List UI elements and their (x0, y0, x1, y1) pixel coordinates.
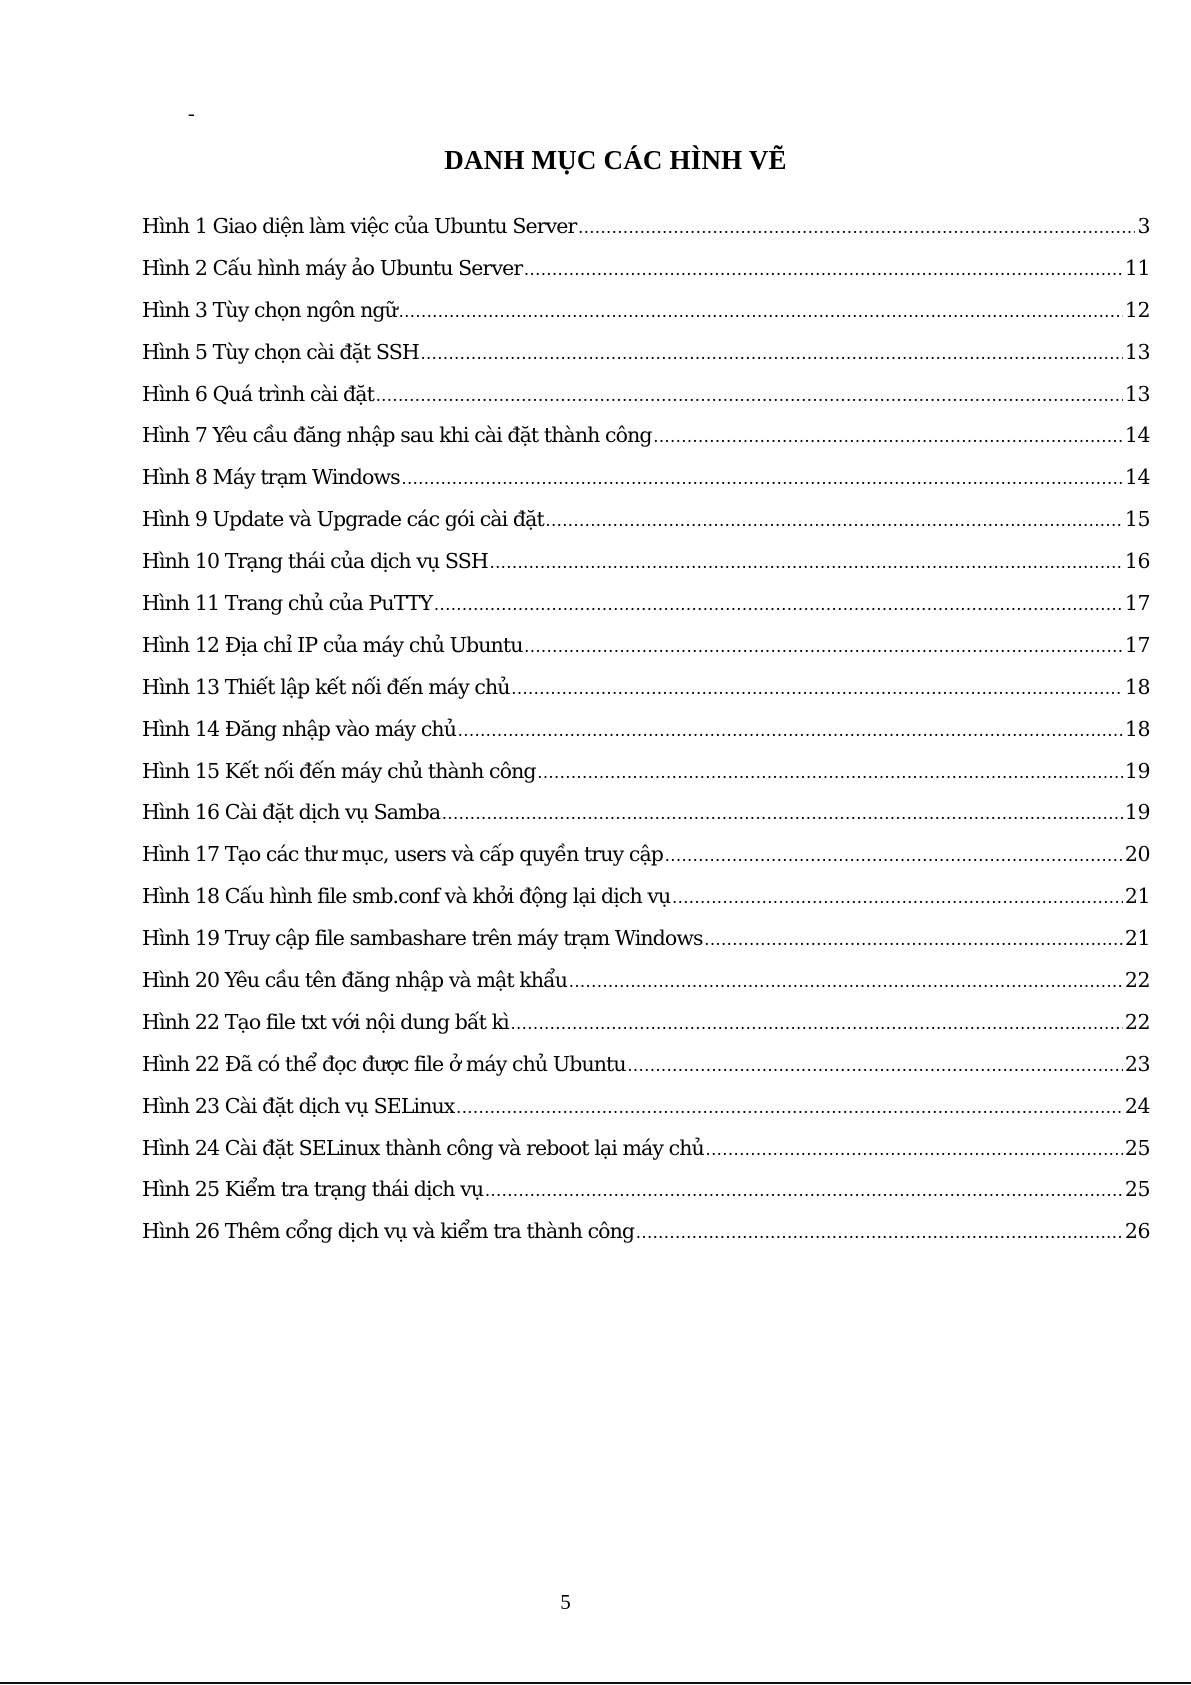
figure-entry-title: Hình 5 Tùy chọn cài đặt SSH (142, 339, 419, 364)
figure-entry-page: 21 (1124, 884, 1150, 909)
dot-leader (458, 715, 1123, 745)
figure-list-entry[interactable] (142, 1216, 1150, 1258)
figure-list-entry[interactable] (142, 630, 1150, 672)
figure-entry-page: 24 (1124, 1093, 1150, 1118)
figure-entry-title: Hình 10 Trạng thái của dịch vụ SSH (142, 549, 488, 574)
figure-entry-title: Hình 2 Cấu hình máy ảo Ubuntu Server (142, 255, 523, 280)
page-number: 5 (560, 1590, 571, 1614)
figure-entry-page: 14 (1124, 423, 1150, 448)
figure-entry-page: 23 (1124, 1051, 1150, 1076)
figure-list-entry[interactable] (142, 672, 1150, 714)
figure-list-entry[interactable] (142, 714, 1150, 756)
bottom-border-line (0, 1682, 1191, 1684)
figure-entry-page: 13 (1124, 339, 1150, 364)
figure-list-entry[interactable] (142, 462, 1150, 504)
dot-leader (546, 505, 1123, 535)
figure-entry-title: Hình 6 Quá trình cài đặt (142, 381, 374, 406)
figure-list-entry[interactable] (142, 211, 1150, 253)
dot-leader (525, 631, 1123, 661)
figure-entry-page: 25 (1124, 1177, 1150, 1202)
dot-leader (628, 1050, 1123, 1080)
dot-leader (665, 840, 1123, 870)
dot-leader (672, 882, 1123, 912)
page-mark: - (188, 103, 195, 125)
figure-entry-title: Hình 15 Kết nối đến máy chủ thành công (142, 758, 536, 783)
dot-leader (402, 463, 1123, 493)
figure-entry-title: Hình 17 Tạo các thư mục, users và cấp quyền truy cập (142, 842, 664, 867)
dot-leader (705, 924, 1123, 954)
figure-entry-title: Hình 7 Yêu cầu đăng nhập sau khi cài đặt thành công (142, 423, 652, 448)
figure-entry-page: 17 (1124, 632, 1150, 657)
figure-entry-title: Hình 1 Giao diện làm việc của Ubuntu Server (142, 214, 577, 238)
figure-entry-title: Hình 13 Thiết lập kết nối đến máy chủ (142, 674, 510, 699)
dot-leader (538, 757, 1123, 787)
figure-list-entry[interactable] (142, 965, 1150, 1007)
dot-leader (399, 296, 1123, 326)
figure-list-entry[interactable] (142, 756, 1150, 798)
figure-entry-page: 15 (1124, 507, 1150, 532)
dot-leader (578, 212, 1135, 242)
figure-list-entry[interactable] (142, 797, 1150, 839)
figure-entry-page: 22 (1124, 968, 1150, 993)
figure-entry-title: Hình 24 Cài đặt SELinux thành công và reboot lại máy chủ (142, 1135, 704, 1160)
figure-entry-title: Hình 20 Yêu cầu tên đăng nhập và mật khẩu (142, 968, 568, 993)
figure-entry-title: Hình 12 Địa chỉ IP của máy chủ Ubuntu (142, 632, 523, 657)
figure-entry-page: 12 (1124, 297, 1150, 322)
dot-leader (706, 1134, 1123, 1164)
figure-entry-page: 19 (1124, 758, 1150, 783)
figure-list-entry[interactable] (142, 379, 1150, 421)
figure-entry-page: 26 (1124, 1219, 1150, 1244)
figure-entry-title: Hình 11 Trang chủ của PuTTY (142, 591, 433, 616)
dot-leader (490, 547, 1123, 577)
dot-leader (511, 1008, 1123, 1038)
figure-entry-page: 16 (1124, 549, 1150, 574)
figure-entry-title: Hình 9 Update và Upgrade các gói cài đặt (142, 507, 544, 532)
figure-list-entry[interactable] (142, 253, 1150, 295)
dot-leader (512, 673, 1123, 703)
figure-list-entry[interactable] (142, 1133, 1150, 1175)
figure-list-entry[interactable] (142, 1091, 1150, 1133)
figure-entry-title: Hình 26 Thêm cổng dịch vụ và kiểm tra thành công (142, 1219, 635, 1244)
figure-entry-page: 13 (1124, 381, 1150, 406)
figure-entry-title: Hình 19 Truy cập file sambashare trên máy trạm Windows (142, 926, 703, 951)
figure-entry-title: Hình 14 Đăng nhập vào máy chủ (142, 716, 457, 741)
dot-leader (569, 966, 1123, 996)
figure-entry-page: 11 (1124, 255, 1150, 280)
figure-list-entry[interactable] (142, 295, 1150, 337)
figure-list-entry[interactable] (142, 923, 1150, 965)
dot-leader (485, 1175, 1123, 1205)
figure-entry-title: Hình 8 Máy trạm Windows (142, 465, 400, 490)
figure-list-entry[interactable] (142, 420, 1150, 462)
figure-entry-page: 20 (1124, 842, 1150, 867)
figure-entry-page: 14 (1124, 465, 1150, 490)
figure-list (142, 211, 1150, 1258)
figure-entry-page: 19 (1124, 800, 1150, 825)
figure-list-entry[interactable] (142, 546, 1150, 588)
figure-list-entry[interactable] (142, 881, 1150, 923)
figure-entry-title: Hình 22 Đã có thể đọc được file ở máy chủ Ubuntu (142, 1051, 626, 1076)
figure-entry-page: 3 (1137, 214, 1150, 238)
figure-entry-title: Hình 18 Cấu hình file smb.conf và khởi động lại dịch vụ (142, 884, 671, 909)
dot-leader (654, 421, 1123, 451)
figure-entry-title: Hình 23 Cài đặt dịch vụ SELinux (142, 1093, 455, 1118)
figure-entry-page: 21 (1124, 926, 1150, 951)
figure-entry-page: 17 (1124, 591, 1150, 616)
dot-leader (421, 338, 1123, 368)
figure-list-entry[interactable] (142, 337, 1150, 379)
figure-entry-page: 25 (1124, 1135, 1150, 1160)
figure-list-entry[interactable] (142, 504, 1150, 546)
figure-entry-page: 18 (1124, 716, 1150, 741)
dot-leader (524, 254, 1123, 284)
figure-entry-title: Hình 16 Cài đặt dịch vụ Samba (142, 800, 441, 825)
figure-entry-title: Hình 22 Tạo file txt với nội dung bất kì (142, 1009, 509, 1034)
figure-entry-page: 22 (1124, 1009, 1150, 1034)
figure-entry-title: Hình 25 Kiểm tra trạng thái dịch vụ (142, 1177, 484, 1202)
figure-list-entry[interactable] (142, 839, 1150, 881)
dot-leader (434, 589, 1123, 619)
figure-list-entry[interactable] (142, 1174, 1150, 1216)
figure-list-entry[interactable] (142, 1007, 1150, 1049)
figure-entry-title: Hình 3 Tùy chọn ngôn ngữ (142, 297, 397, 322)
dot-leader (456, 1092, 1122, 1122)
page-title: DANH MỤC CÁC HÌNH VẼ (444, 145, 787, 175)
figure-list-entry[interactable] (142, 588, 1150, 630)
figure-entry-page: 18 (1124, 674, 1150, 699)
dot-leader (376, 380, 1123, 410)
figure-list-entry[interactable] (142, 1049, 1150, 1091)
dot-leader (442, 798, 1123, 828)
dot-leader (636, 1217, 1123, 1247)
